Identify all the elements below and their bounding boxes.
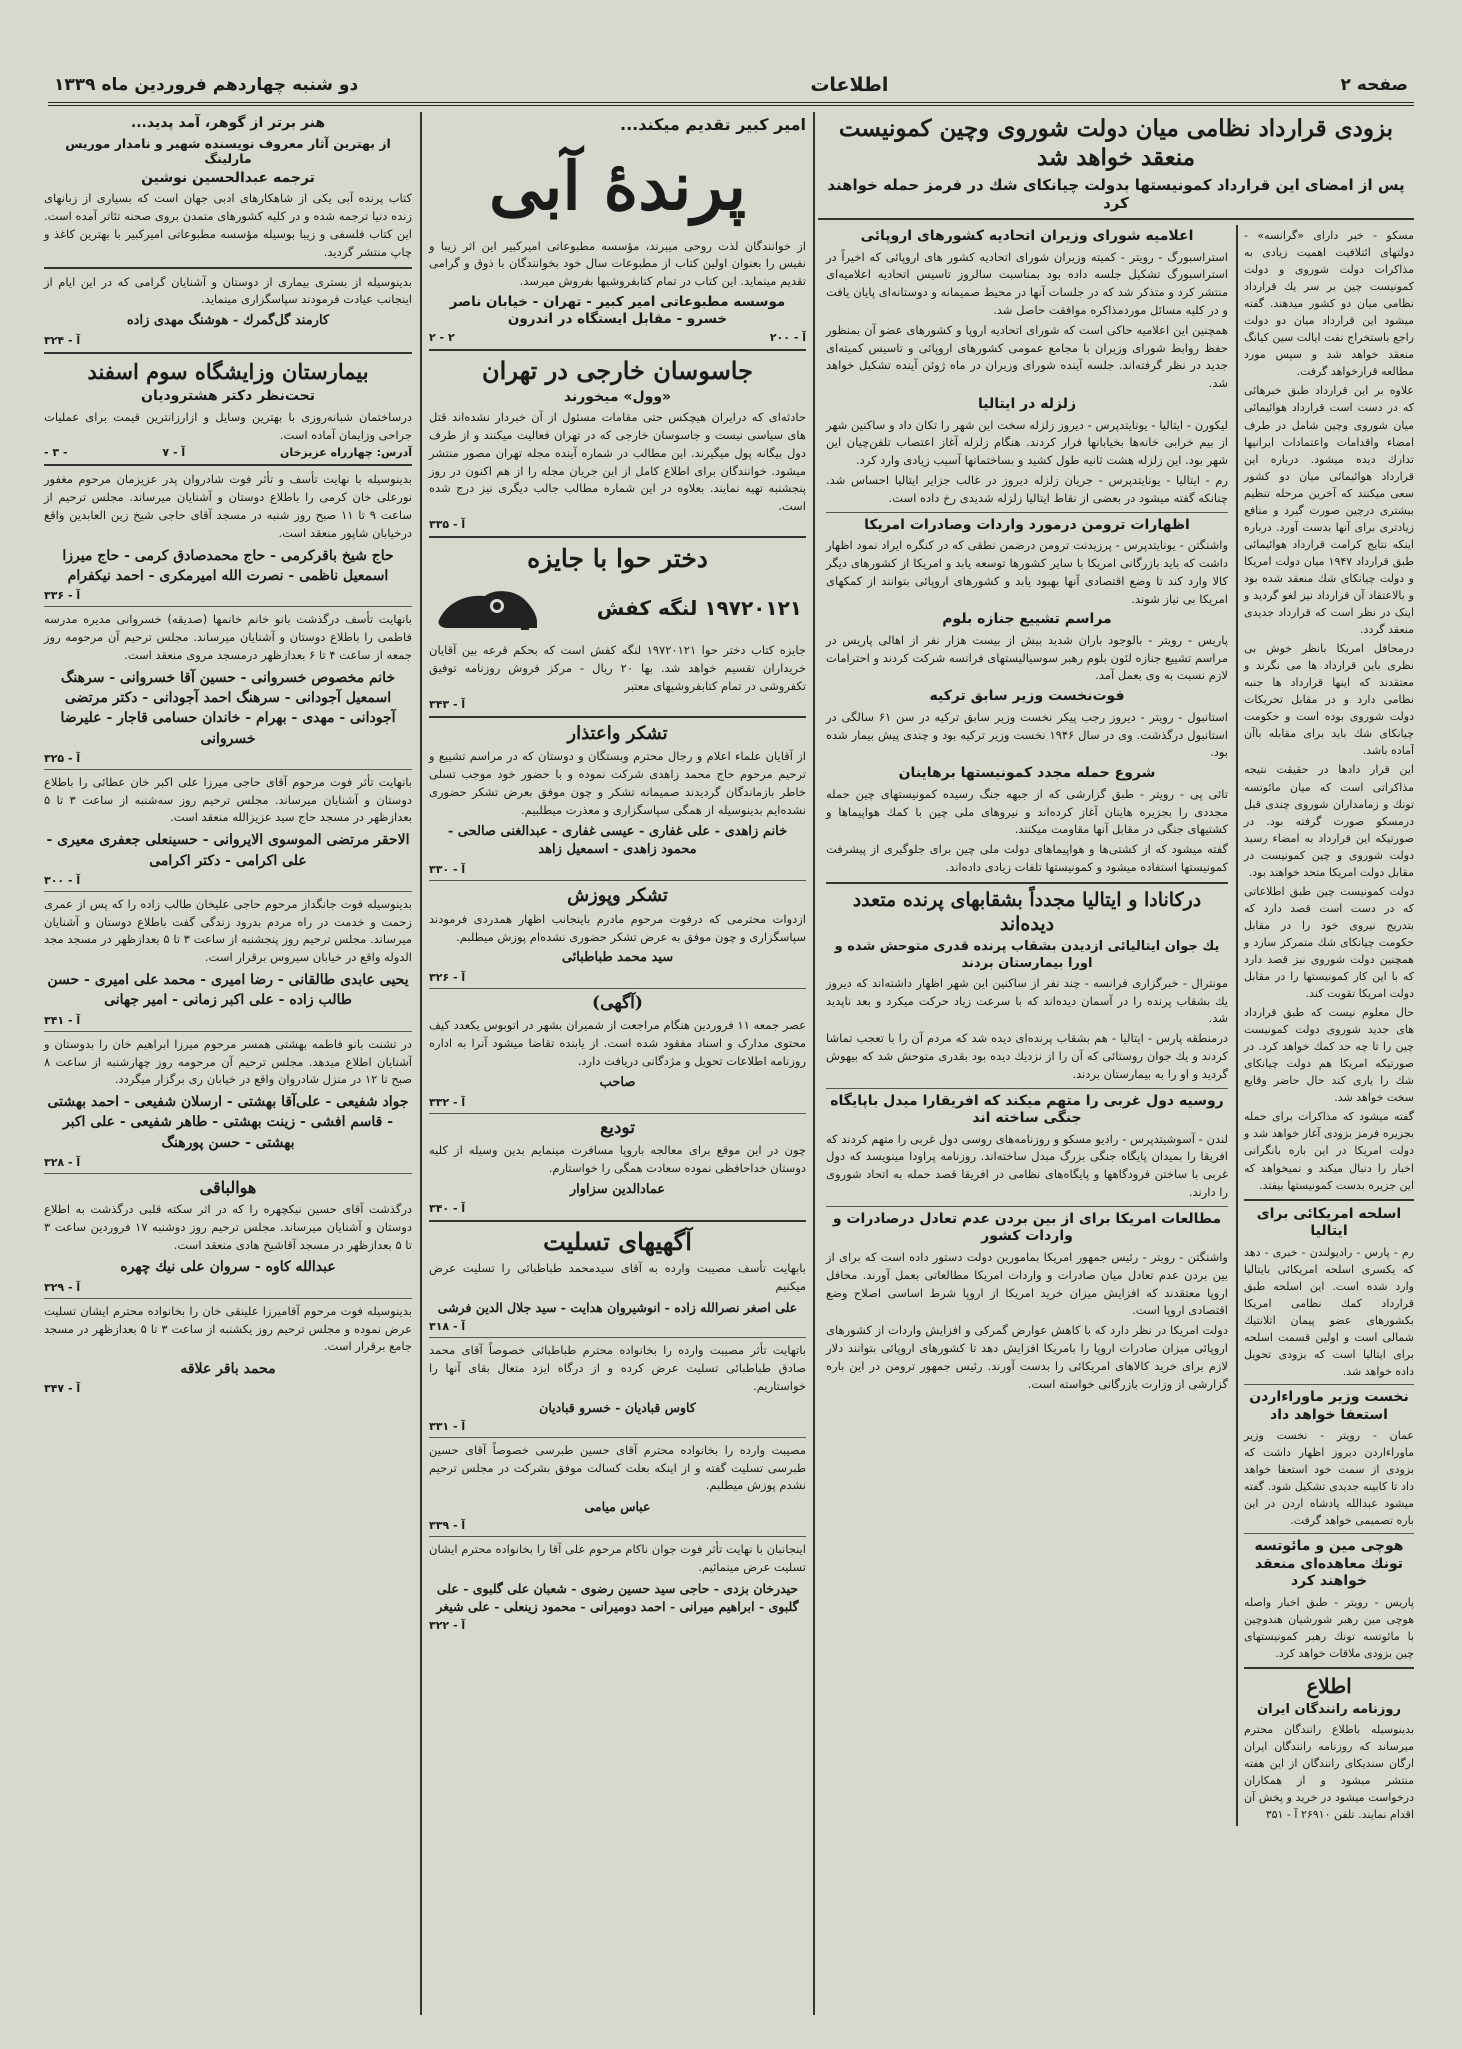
news-heading: مطالعات امریکا برای از بین بردن عدم تعادل درصادرات و واردات کشور [832, 1210, 1222, 1245]
obituary-text: بدینوسیله فوت جانگداز مرحوم حاجی علیخان طالب زاده را که پس از عمری زحمت و خدمت در راه مردم بدرود زندگی گفت باطلاع دوستان و آشنایان میرساند. مجلس ترحیم روز پنجشنبه از ساعت ۳ تا ۵ بعدازظهر در مسجد مجد الدوله واقع در خیابان سیروس برقرار است. [44, 896, 412, 965]
condolence-text: بابهایت تأسف مصیبت وارده به آقای سیدمحمد طباطبائی را تسلیت عرض میکنیم [429, 1261, 806, 1294]
news-heading: هوچی مین و مائوتسه تونك معاهده‌ای منعقد خواهند کرد [1254, 1538, 1404, 1590]
paper-name: اطلاعات [810, 74, 889, 96]
ad-code: آ - ۳۴۱ [44, 1013, 81, 1027]
obituary-names: محمد باقر علاقه [180, 1361, 276, 1378]
hospital-text: درساختمان شبانه‌روزی با بهترین وسایل و ازارزانترین قیمت برای عملیات جراحی وزایمان آماده است. [44, 409, 412, 442]
farewell-text: چون در این موقع برای معالجه باروپا مسافرت مینمایم بدین وسیله از کلیه دوستان خداحافظی نموده سعادت همگی را خواستارم. [429, 1142, 806, 1175]
ad-code: آ - ۳۲۴ [44, 333, 81, 347]
prize-shoe-count: ۱۹۷۲۰۱۲۱ لنگه کفش [596, 596, 802, 621]
condolence-names: علی اصغر نصرالله زاده - انوشیروان هدایت - سید جلال الدین فرشی [437, 1300, 798, 1316]
notice-text: بدینوسیله باطلاع رانندگان محترم میرساند که روزنامه رانندگان ایران ارگان سندیکای رانندگان از این هفته منتشر میشود و از همکاران درخواست میشود در خرید و پخش آن اقدام نمایند. تلفن ۲۶۹۱۰ آ - ۳۵۱ [1244, 1723, 1414, 1822]
news-text: لیکورن - ایتالیا - یونایتدپرس - دیروز زلزله سخت این شهر را تکان داد و ساکنین شهر از بیم خرابی خانه‌ها بخیابانها فرار کردند. هنگام زلزله آغاز اعتصاب تلفن‌چیان این شهر بود. این زلزله هشت ثانیه طول کشید و بساختمانها آسیب زیادی وارد کرد. [826, 417, 1228, 468]
masthead [48, 68, 1414, 106]
news-heading: زلزله در ایتالیا [977, 396, 1077, 412]
obituary-text: درگذشت آقای حسین نیکچهره را که در اثر سکته قلبی درگذشت به اطلاع دوستان و آشنایان میرساند. مجلس ترحیم روز دوشنبه ۱۷ فروردین ساعت ۳ تا ۵ بعدازظهر در مسجد آقاشیخ هادی منعقد است. [44, 1202, 412, 1252]
column-left [40, 112, 416, 2015]
ad-code: آ - ۷ [162, 446, 186, 460]
spy-ad-text: حادثه‌ای که درایران هیچکس حتی مقامات مسئول از آن خبردار نشده‌اند قتل های سیاسی نیست و جاسوسان خارجی که در تهران فعالیت میکنند و از طرف دول بیگانه پول میگیرند. این مطالب در شماره آینده مجله تهران مصور منتشر میشود. خوانندگان برای اطلاع کامل از این جریان مجله را از هم اکنون در روز پنجشنبه تهیه نمایند. بعلاوه در این شماره مطالب جالب دیگری نیز درج شده است. [429, 410, 806, 514]
shoe-icon [433, 580, 543, 636]
ad-code: آ - ۳۳۶ [44, 589, 81, 603]
condolence-names: کاوس قبادیان - خسرو قبادیان [539, 1399, 696, 1415]
ad-code: آ - ۲۰۰ [769, 330, 806, 344]
ad-code: آ - ۳۱۸ [429, 1320, 466, 1334]
news-text: واشنگتن - رویتر - رئیس جمهور امریکا بمامورین دولت دستور داده است که برای از بین بردن عدم تعادل میان صادرات و واردات امریکا مطالعاتی بعمل آورند. محافل اروپا معتقدند که افزایش میزان خرید امریکا از اروپا شرط اساسی اصلاح وضع اقتصادی اروپا است. [826, 1249, 1228, 1318]
obituary-names: جواد شفیعی - علی‌آقا بهشتی - ارسلان شفیعی - احمد بهشتی - قاسم افشی - زینت بهشتی - طاهر شفیعی - علی اکبر بهشتی - حسن پورهنگ [47, 1094, 409, 1151]
thanks-text: بدینوسیله از بستری بیماری از دوستان و آشنایان گرامی که در این ایام از اینجانب عیادت فرمودند سپاسگزاری مینماید. [44, 274, 412, 307]
condolences-title: آگهیهای تسلیت [543, 1227, 692, 1257]
condolence-text: اینجانبان با نهایت تأثر فوت جوان ناکام مرحوم علی آقا را بخانواده محترم ایشان تسلیت عرض مینمائیم. [429, 1542, 806, 1575]
news-text: رم - پارس - رادیولندن - خبری - دهد که یکسری اسلحه امریکائی بایتالیا وارد شده است. این اسلحه طبق قرارداد کمك نظامی امریکا بکشورهای عضو پیمان اتلانتیك شمالی است و اولین قسمت اسلحه برای ایتالیا است که بزودی تحویل داده خواهد شد. [1244, 1245, 1414, 1378]
ad-code: آ - ۳۲۶ [429, 971, 466, 985]
news-text: درمنطقه پارس - ایتالیا - هم بشقاب پرنده‌ای دیده شد که مردم آن را با تعجب تماشا کردند و یك جوان روستائی که آن را از نزدیك دیده بود بقدری متوحش شد که بیهوش گردید و او را به بیمارستان بردند. [826, 1031, 1228, 1081]
ad-code: آ - ۳۲۹ [44, 1280, 81, 1294]
notice-heading: اطلاع [1306, 1673, 1352, 1698]
subhead-flying-saucers: یك جوان ایتالیائی ازدیدن بشقاب پرنده قدری متوحش شده و اورا بیمارستان بردند [834, 939, 1220, 971]
ad-code: آ - ۳۴۰ [429, 1202, 466, 1216]
thanks-title: تشکر واعتذار [567, 722, 668, 744]
ad-code: آ - ۳۴۳ [429, 697, 466, 711]
ad-top-line: امیر کبیر تقدیم میکند... [620, 115, 806, 134]
column-right-middle [818, 225, 1236, 1826]
hospital-subtitle: تحت‌نظر دکتر هشترودیان [141, 388, 315, 405]
news-text: تائی پی - رویتر - طبق گزارشی که از جبهه جنگ رسیده کمونیستهای چین حمله مجددی را بجزیره هاینان آغاز کرده‌اند و نیروهای ملی چین با کمك هواپیماها و کشتیهای جنگی در مقابل آنها مقاومت میکنند. [826, 786, 1228, 837]
ad-code: آ - ۳۳۰ [429, 863, 466, 877]
ad-code: آ - ۳۲۵ [44, 751, 81, 765]
news-heading: روسیه دول غربی را متهم میکند که افریقارا میدل باپایگاه جنگی ساخته اند [830, 1092, 1224, 1127]
obituary-names: یحیی عابدی طالقانی - رضا امیری - محمد علی امیری - حسن طالب زاده - علی اکبر زمانی - امیر جهانی [47, 972, 409, 1009]
thanks-text: ازدوات محترمی که درفوت مرحوم مادرم باینجانب اظهار همدردی فرمودند سپاسگزاری و چون موفق به عرض تشکر حضوری نشده‌ام پوزش میطلبم. [429, 911, 806, 944]
thanks-names: خانم زاهدی - علی غفاری - عیسی غفاری - عبدالغنی صالحی - محمود زاهدی - اسمعیل زاهد [447, 823, 788, 858]
news-heading: مراسم تشییع جنازه بلوم [942, 611, 1112, 628]
news-text: استراسبورگ - رویتر - کمیته وزیران شورای اتحادیه کشور های اروپائی که اخیراً در استراسبورگ تشکیل جلسه داده بود بمناسبت سالروز تاسیس اتحادیه اعلامیه‌ای منتشر کرد و متذکر شد که در جلسات آنها در محیط صمیمانه و دوستانه‌ای پایان یافت و در کلیه مسائل موردمذاکره موافقت حاصل شد. [826, 249, 1228, 317]
publisher-line: موسسه مطبوعاتی امیر کبیر - تهران - خیابان ناصر خسرو - مقابل ایستگاه در اندرون [449, 293, 786, 327]
spy-ad-title: جاسوسان خارجی در تهران [482, 355, 753, 385]
obituary-names: خانم مخصوص خسروانی - حسین آقا خسروانی - سرهنگ اسمعیل آجودانی - سرهنگ احمد آجودانی - دکتر مرتضی آجودانی - مهدی - بهرام - خاندان حسامی قاجار - علیرضا خسروانی [60, 669, 396, 747]
headline-sino-soviet: بزودی قرارداد نظامی میان دولت شوروی وچین کمونیست منعقد خواهد شد [838, 115, 1394, 171]
thanks-names: کارمند گل‌گمرك - هوشنگ مهدی زاده [126, 313, 330, 329]
ad-code: آ - ۳۴۷ [44, 1382, 81, 1396]
news-heading: اظهارات ترومن درمورد واردات وصادرات امریکا [864, 516, 1190, 533]
article-paragraph: دولت کمونیست چین طبق اطلاعاتی که در دست است قصد دارد که بتدریج نیروی خود را در مقابل حکومت چیانکای شك متمرکز سازد و همچنین دولت شوروی نیز قصد دارد که با این کار کمونیستها را در مقابل دولت امریکا تقویت کند. [1244, 884, 1414, 1001]
news-text: رم - ایتالیا - یونایتدپرس - جریان زلزله دیروز در غالب جزایر ایتالیا احساس شد. چنانکه گفته میشود در بعضی از نقاط ایتالیا زلزله شدیدی رخ داده است. [826, 472, 1228, 505]
notice-name: صاحب [599, 1074, 636, 1090]
ad-code: - ۳ - [44, 446, 68, 460]
subhead-sino-soviet: پس از امضای این قرارداد کمونیستها بدولت چیانکای شك در فرمز حمله خواهند کرد [827, 175, 1405, 213]
condolence-text: باتهایت تأثر مصیبت وارده را بخانواده محترم طباطبائی خصوصاً آقای محمد صادق طباطبائی تسلیت عرض کرده و از درگاه ایزد متعال بقای آنها را خواستاریم. [429, 1343, 806, 1393]
news-text: لندن - آسوشیتدپرس - رادیو مسکو و روزنامه‌های روسی دول غربی را متهم کردند که افریقا را بمیدان پایگاه جنگی بزرگ مبدل ساخته‌اند. روزنامه پراودا مینویسد که دول غربی با ساختن فرودگاهها و پایگاه‌های نظامی در افریقا قصد حمله به اتحاد شوروی را دارند. [826, 1131, 1228, 1200]
thanks-names: سید محمد طباطبائی [561, 950, 674, 966]
news-text: همچنین این اعلامیه حاکی است که شورای اتحادیه اروپا و کشورهای عضو آن بمنظور حفظ روابط شورای وزیران با مجامع عمومی کشورهای اروپائی و تاسیس کمیته‌ای جدید در نظر گرفته‌اند. جلسه آینده شورای وزیران در ماه ژوئن آینده تشکیل خواهد شد. [826, 322, 1228, 391]
ad-code: آ - ۳۳۹ [429, 1519, 466, 1533]
page-label: صفحه ۲ [1340, 75, 1408, 95]
news-heading: نخست وزیر ماوراءاردن استعفا خواهد داد [1249, 1389, 1409, 1423]
notice-text: عصر جمعه ۱۱ فروردین هنگام مراجعت از شمیران بشهر در اتوبوس یکعدد کیف محتوی مدارک و اسناد مفقود شده است. از یابنده تقاضا میشود آنرا به اداره روزنامه اطلاعات تحویل و مژدگانی دریافت دارد. [429, 1018, 806, 1069]
news-text: دولت امریکا در نظر دارد که با کاهش عوارض گمرکی و افزایش واردات از کشورهای اروپائی میزان صادرات اروپا را بامریکا افزایش دهد تا کشورهای اروپائی بتوانند دلار لازم برای خرید کالاهای امریکائی را بدست آورند. رئیس جمهور ترومن در این باره گزارشی از وزارت بازرگانی خواسته است. [826, 1323, 1228, 1391]
obituary-names: حاج شیخ باقرکرمی - حاج محمدصادق کرمی - حاج میرزا اسمعیل ناظمی - نصرت الله امیرمکری - احمد نیکفرام [62, 547, 394, 584]
book-ad-translator: ترجمه عبدالحسین نوشین [141, 169, 315, 186]
book-ad-text: کتاب پرنده آبی یکی از شاهکارهای ادبی جهان است که بسیاری از زبانهای زنده دنیا ترجمه شده و در کلیه کشورهای متمدن بروی صحنه تئاتر آمده است. این کتاب فلسفی و زیبا بوسیله مؤسسه مطبوعاتی امیرکبیر با بهترین کاغذ و چاپ منتشر گردید. [44, 191, 412, 259]
notice-title: (آگهی) [592, 993, 643, 1014]
ad-code: آ - ۳۲۲ [429, 1619, 466, 1633]
obituary-text: بانهایت تأثر فوت مرحوم آقای حاجی میرزا علی اکبر خان عطائی را باطلاع دوستان و آشنایان میرساند. مجلس ترحیم روز سه‌شنبه از ساعت ۳ تا ۵ بعدازظهر در مسجد حاج سید عزیزالله منعقد است. [44, 774, 412, 825]
book-ad-title: هنر برتر از گوهر، آمد پدید... [130, 115, 326, 131]
news-text: واشنگتن - یونایتدپرس - پرزیدنت ترومن درضمن نطقی که در کنگره ایراد نمود اظهار داشت که باید بازرگانی امریکا با سایر کشورها توسعه یابد و امریکا از کشورهای دیگر کالا وارد کند تا وضع اقتصادی آنها بهبود یابد و کشورهای اروپائی بتوانند از کمکهای امریکا بی نیاز شوند. [826, 538, 1228, 606]
news-text: پاریس - رویتر - طبق اخبار واصله هوچی مین رهبر شورشیان هندوچین با مائوتسه تونك رهبر کمونیستهای چین بزودی ملاقات خواهد کرد. [1244, 1595, 1414, 1660]
news-heading: شروع حمله مجدد کمونیستها برهاینان [898, 765, 1156, 782]
article-paragraph: این قرار دادها در حقیقت نتیجه مذاکراتی است که میان مائوتسه تونك و زمامداران شوروی چندی قبل درمسکو صورت گرفته بود. در صورتیکه این قرارداد به امضاء رسید دولت شوروی و چین کمونیست در مقابل دولت امریکا متحد خواهند بود. [1244, 763, 1414, 879]
ad-code: آ - ۳۳۱ [429, 1419, 466, 1433]
obituary-names: الاحقر مرتضی الموسوی الایروانی - حسینعلی جعفری معیری - علی اکرامی - دکتر اکرامی [46, 832, 410, 869]
condolence-names: حیدرخان بزدی - حاجی سید حسین رضوی - شعبان علی گلبوی - علی گلبوی - ابراهیم میرانی - احمد دومیرانی - محمود زینعلی - علی شیغر [436, 1580, 799, 1615]
issue-date: دو شنبه چهاردهم فروردین ماه ۱۳۳۹ [54, 75, 359, 95]
news-heading: اسلحه امریکائی برای ایتالیا [1256, 1205, 1402, 1240]
article-paragraph: علاوه بر این قرارداد طبق خبرهائی که در دست است قرارداد هوائیمائی میان شوروی وچین شامل در طرف امضاء واقدامات واعتمادات ایرانیها تدارك دیده میشود. درباره این قرارداد هوائیمائی میان دو کشور سعی میکنند که آخرین مرحله تنظیم بیشتری درچین صورت گیرد و منافع زیادتری برای آنها بدست آورد. درباره اینکه نتایج کرامت قرارداد هوائیمائی طبق قرارداد ۱۹۴۷ میان دولت امریکا و دولت چیانکای شك منعقد شده بود و بالاعتقاد آن قرارداد نیز لغو گردید و اینک در نظر است که قرارداد جدیدی منعقد گردد. [1244, 384, 1414, 637]
column-far-right [1236, 225, 1414, 1826]
article-paragraph: حال معلوم نیست که طبق قرارداد های جدید شوروی دولت کمونیست چین را تا چه حد کمك خواهد کرد. در صورتیکه امریکا هم دولت چیانکای شك را یاری کند حال حاضر وقایع سخت خواهد شد. [1244, 1006, 1414, 1105]
ad-code: آ - ۳۳۵ [429, 518, 466, 532]
news-heading: فوت‌نخست وزیر سابق ترکیه [929, 688, 1125, 705]
news-text: استانبول - رویتر - دیروز رجب پیکر نخست وزیر سابق ترکیه در سن ۶۱ سالگی در استانبول درگذشت. وی در سال ۱۹۴۶ نخست وزیر ترکیه بود و چندی پیش بیمار شده بود. [826, 709, 1228, 760]
thanks-text: از آقایان علماء اعلام و رجال محترم وبستگان و دوستان که در مراسم تشییع و ترحیم مرحوم حاج محمد زاهدی شرکت نموده و با حضور خود موجب تسلی خاطر بازماندگان گردیدند صمیمانه تشکر و چون موفق بعرض تشکر حضوری نشده‌ایم بدینوسیله از همگی سپاسگزاری و معذرت میطلبیم. [429, 749, 806, 817]
hospital-address: آدرس: چهارراه عزیزخان [279, 446, 412, 460]
obituary-text: بانهایت تأسف درگذشت بانو خانم خانمها (صدیقه) خسروانی مدیره مدرسه فاطمی را باطلاع دوستان و آشنایان میرساند. مجلس ترحیم آن مرحومه روز جمعه از ساعت ۴ تا ۶ بعدازظهر درمسجد مروی منعقد است. [44, 612, 412, 662]
ad-code: آ - ۳۳۲ [429, 1095, 466, 1109]
article-paragraph: درمحافل امریکا بانظر خوش بی نظری باین قرارداد ها می نگرند و معتقدند که اینها قرارداد ها جنبه نظامی دارد و در مقابل تحریکات دولت شوروی بوده است و حکومت چیانکای شك باید برای مقابله باآن آماده باشد. [1244, 642, 1414, 758]
hospital-title: بیمارستان وزایشگاه سوم اسفند [87, 358, 369, 384]
notice-subheading: روزنامه رانندگان ایران [1257, 1701, 1401, 1717]
ad-code: آ - ۳۰۰ [44, 873, 81, 887]
news-text: مونترال - خبرگزاری فرانسه - چند نفر از ساکنین این شهر اظهار داشته‌اند که دیروز یك بشقاب پرنده را در آسمان دیده‌اند که با سرعت زیاد حرکت میکرد و بعد ناپدید شد. [826, 975, 1228, 1026]
farewell-name: عمادالدین سزاوار [569, 1181, 666, 1197]
obituary-text: بدینوسیله فوت مرحوم آقامیرزا علینقی خان را بخانواده محترم ایشان تسلیت عرض نموده و مجلس ترحیم روز یکشنبه از ساعت ۳ تا ۵ بعدازظهر در مسجد جامع برقرار است. [44, 1303, 412, 1354]
condolence-names: عباس میامی [584, 1499, 651, 1515]
book-logo: پرندهٔ آبی [488, 147, 747, 225]
book-ad-line: از بهترین آثار معروف نویسنده شهیر و نامدار موریس مارلینگ [65, 135, 391, 167]
news-text: پاریس - رویتر - بالوجود باران شدید بیش از بیست هزار نفر از اهالی پاریس در مراسم تشییع جنازه لئون بلوم رهبر سوسیالیستهای فرانسه شرکت کردند و احترامات لازم نسبت به وی بعمل آمد. [826, 632, 1228, 683]
column-middle [425, 112, 810, 2015]
article-paragraph: مسکو - خبر دارای «گرانسه» - دولتهای ائتلافیت اهمیت زیادی به مذاکرات دولت شوروی و دولت کمونیست چین بر سر یك قرارداد نظامی میان دو کشور میدهند. گفته میشود این قرارداد میان دو دولت راجع باستخراج نفت ایالت سین کیانگ منعقد خواهد شد و سپس مورد مطالعه قرارخواهد گرفت. [1244, 229, 1414, 379]
ad-code: آ - ۳۲۸ [44, 1156, 81, 1170]
spy-ad-subtitle: «وول» میخورند [563, 388, 672, 405]
farewell-title: تودیع [600, 1117, 635, 1138]
obituary-names: عبدالله کاوه - سروان علی نیك چهره [120, 1259, 336, 1276]
obituary-text: در تشنت بانو فاطمه بهشتی همسر مرحوم میرزا ابراهیم خان را بدوستان و آشنایان اطلاع میدهد. مجلس ترحیم آن مرحومه روز چهارشنبه از ساعت ۸ صبح تا ۱۲ در منزل شادروان واقع در خیابان ری برگزار میگردد. [44, 1036, 412, 1087]
prize-ad-title: دختر حوا با جایزه [527, 544, 708, 574]
news-heading: اعلامیه شورای وزیران اتحادیه کشورهای اروپائی [860, 228, 1194, 244]
obituary-heading: هوالباقی [199, 1178, 257, 1198]
ad-description: از خوانندگان لذت روحی میبرند، مؤسسه مطبوعاتی امیرکبیر این اثر زیبا و نفیس را بعنوان اولین کتاب از مطبوعات سال خود بخوانندگان با ذوق و گرامی تقدیم مینماید. این کتاب در تمام کتابفروشیها بفروش میرسد. [429, 238, 806, 289]
condolence-text: مصیبت وارده را بخانواده محترم آقای حسین طبرسی خصوصاً آقای حسین طبرسی تسلیت گفته و از اینکه بعلت کسالت موفق بشرکت در مجلس ترحیم نشدم پوزش میطلبم. [429, 1442, 806, 1493]
article-paragraph: گفته میشود که مذاکرات برای حمله بجزیره فرمز بزودی آغاز خواهد شد و دولت امریکا در این باره بانگرانی اخبار را دنبال میکند و نمیخواهد که این جزیره بدست کمونیستها بیفتد. [1244, 1110, 1414, 1192]
news-text: عمان - رویتر - نخست وزیر ماوراءاردن دیروز اظهار داشت که بزودی از سمت خود استعفا خواهد داد تا کابینه جدیدی تشکیل شود. گفته میشود عبدالله پادشاه اردن در این باره تصمیمی خواهد گرفت. [1244, 1429, 1414, 1528]
ad-code: ۲ - ۲ [429, 330, 455, 344]
headline-flying-saucers: درکانادا و ایتالیا مجدداً بشقابهای پرنده متعدد دیده‌اند [852, 888, 1202, 935]
prize-ad-text: جایزه کتاب دختر حوا ۱۹۷۲۰۱۲۱ لنگه کفش است که بحکم قرعه بین آقایان خریداران تقسیم خواهد شد. بها ۲۰ ریال - مرکز فروش روزنامه توفیق تکفروشی در تمام کتابفروشیهای معتبر [429, 643, 806, 693]
column-right-group [818, 112, 1414, 2015]
thanks-title: تشکر وپوزش [567, 885, 668, 907]
obituary-text: بدینوسیله با نهایت تأسف و تأثر فوت شادروان پدر عزیزمان مرحوم مغفور نورعلی خان کرمی را باطلاع دوستان و آشنایان میرساند. مجلس ترحیم از ساعت ۹ تا ۱۱ صبح روز شنبه در مسجد آقای حاجی شیخ زین العابدین واقع درخیابان شاپور منعقد است. [44, 472, 412, 540]
prize-ad-row [433, 580, 802, 636]
news-text: گفته میشود که از کشتی‌ها و هواپیماهای دولت ملی چین برای جلوگیری از پیشرفت کمونیستها استفاده میشود و کمونیستها تلفات زیادی داده‌اند. [826, 842, 1228, 874]
